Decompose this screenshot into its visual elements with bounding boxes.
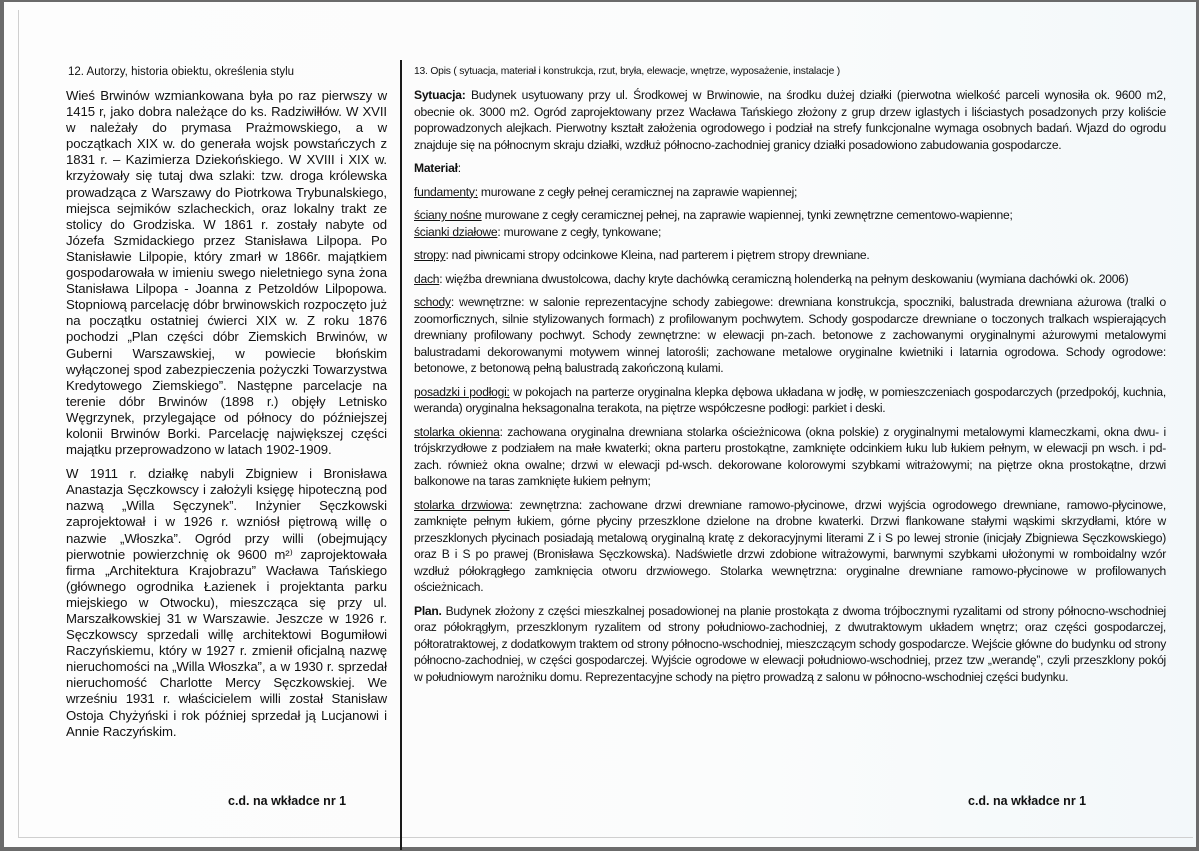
material-sciany: ściany nośne murowane z cegły ceramicznej pełnej, na zaprawie wapiennej, tynki zewnętrzne cementowo-wapienne; ścianki działowe: murowane z cegły, tynkowane; (414, 208, 1013, 239)
material-term: ściany nośne (414, 208, 482, 222)
material-term: stropy (414, 248, 446, 262)
continuation-note-left: c.d. na wkładce nr 1 (228, 794, 347, 808)
material-term: schody (414, 295, 451, 309)
material-dach: dach: więźba drewniana dwustolcowa, dachy kryte dachówką ceramiczną holenderką na pełnym deskowaniu (wymiana dachówki ok. 2006) (414, 271, 1129, 286)
scanned-page (4, 2, 1196, 847)
history-paragraph: Wieś Brwinów wzmiankowana była po raz pierwszy w 1415 r, jako dobra należące do ks. Radziwiłłów. W XVII w należały do prymasa Prażmowskiego, a w początkach XIX w. do generała wojsk powstańczych z 1831 r. – Kazimierza Dziekońskiego. W XVIII i XIX w. krzyżowały się tutaj dwa szlaki: tzw. droga królewska prowadząca z Warszawy do Piotrkowa Trybunalskiego, miejsca sejmików szlacheckich, oraz lokalny trakt ze stolicy do Grodziska. W 1861 r. zostały nabyte od Józefa Szmidackiego przez Stanisława Lilpopa. Po Stanisławie Lilpopie, który zmarł w 1866r. majątkiem gospodarowała w imieniu swego nieletniego syna żona Stanisława Lilpopa - Joanna z Petzoldów Lilpopowa. Stopniową parcelację dóbr brwinowskich rozpoczęto już na początku ostatniej ćwierci XIX w. Z roku 1876 pochodzi „Plan części dóbr Ziemskich Brwinów, w Guberni Warszawskiej, w powiecie błońskim wyłączonej spod zabezpieczenia pożyczki Towarzystwa Kredytowego Ziemskiego”. Następne parcelacje na terenie dóbr Brwinów (1898 r.) objęły Letnisko Węgrzynek, przylegające od północy do późniejszej kolonii Brwinów Borki. Parcelację największej części majątku przeprowadzono w latach 1902-1909. (66, 88, 387, 458)
column-divider (400, 60, 402, 850)
material-term: stolarka drzwiowa (414, 497, 510, 512)
section-12-heading: 12. Autorzy, historia obiektu, określenia stylu (68, 66, 295, 78)
material-term: ścianki działowe (414, 224, 498, 239)
plan-label: Plan. (414, 603, 442, 618)
material-term: dach (414, 271, 440, 286)
material-term: stolarka okienna (414, 424, 500, 439)
material-stolarka-drzwiowa: stolarka drzwiowa: zewnętrzna: zachowane drzwi drewniane ramowo-płycinowe, drzwi wyjścia ogrodowego drewniane, ramowo-płycinowe, zamknięte pełnym łukiem, górne płyciny przeszklone dzielone na drobne kwaterki. Drzwi flankowane stałymi wąskimi skrzydłami, które w przeszklonych płycinach posiadają metalową oryginalną kratę z dekoracyjnymi literami Z i S po lewej stronie (inicjały Zbigniewa Sęczkowskiego) oraz B i S po prawej (Bronisława Sęczkowska). Nadświetle drzwi zdobione witrażowymi, barwnymi szybkami ułożonymi w romboidalny wzór wzdłuż półokrągłego zamknięcia otworu drzwiowego. Stolarka wewnętrzna: oryginalne drewniane ramowo-płycinowe w profilowanych ościeżnicach. (414, 497, 1166, 594)
material-stropy: stropy: nad piwnicami stropy odcinkowe Kleina, nad parterem i piętrem stropy drewniane. (414, 248, 870, 262)
material-heading: Materiał: (414, 161, 461, 175)
section-13-heading: 13. Opis ( sytuacja, materiał i konstrukcja, rzut, bryła, elewacje, wnętrze, wyposażenie, instalacje ) (414, 66, 840, 77)
continuation-note-right: c.d. na wkładce nr 1 (968, 794, 1087, 808)
plan-paragraph (414, 603, 1166, 686)
material-fundamenty: fundamenty: murowane z cegły pełnej ceramicznej na zaprawie wapiennej; (414, 184, 798, 199)
sytuacja-text: Budynek usytuowany przy ul. Środkowej w Brwinowie, na środku dużej działki (pierwotna wielkość parceli wynosiła ok. 9600 m2, obecnie ok. 3000 m2. Ogród zaprojektowany przez Wacława Tańskiego złożony z grup drzew iglastych i liściastych posadzonych przy koliście poprowadzonych alejkach. Pierwotny kształt założenia ogrodowego i podział na strefy funkcjonalne wymaga osobnych badań. Wjazd do ogrodu znajduje się na północnym skraju działki, wzdłuż północno-zachodniej granicy działki posadowiono zabudowania gospodarcze. (414, 88, 1166, 152)
description-column (414, 66, 1166, 692)
sytuacja-paragraph (414, 87, 1166, 153)
material-schody: schody: wewnętrzne: w salonie reprezentacyjne schody zabiegowe: drewniana konstrukcja, spoczniki, balustrada drewniana ażurowa (tralki o zoomorficznych, silnie stylizowanych formach) z profilowanym pochwytem. Schody gospodarcze drewniane o toczonych tralkach wspierających drewniany profilowany pochwyt. Schody zewnętrzne: w elewacji pn-zach. betonowe z zachowanymi oryginalnymi ażurowymi metalowymi balustradami dekorowanymi motywem winnej latorośli; zachowane metalowe oryginalne kwietniki i latarnia ogrodowa. Schody ogrodowe: betonowe, z betonową pełną balustradą zakończoną kulami. (414, 295, 1166, 375)
material-term: fundamenty: (414, 184, 478, 199)
plan-text: Budynek złożony z części mieszkalnej posadowionej na planie prostokąta z dwoma trójbocznymi ryzalitami od strony północno-wschodniej oraz półokrągłym, przeszklonym ryzalitem od strony południowo-zachodniej, z dwutraktowym układem wnętrz; oraz części gospodarczej, półtoratraktowej, z dodatkowym traktem od strony północno-wschodniej, mieszczącym schody gospodarcze. Wejście główne do budynku od strony północno-zachodniej, w części gospodarczej. Wyjście ogrodowe w elewacji południowo-wschodniej, przez tzw „werandę”, czyli przeszklony pokój w południowym narożniku domu. Reprezentacyjne schody na piętro prowadzą z salonu w północno-wschodniej części budynku. (414, 603, 1166, 684)
history-column (66, 66, 387, 748)
sytuacja-label: Sytuacja: (414, 88, 466, 102)
history-paragraph: W 1911 r. działkę nabyli Zbigniew i Bronisława Anastazja Sęczkowscy i założyli księgę hipoteczną pod nazwą „Willa Sęczynek”. Inżynier Sęczkowski zaprojektował i w 1926 r. wzniósł piętrową willę o nazwie „Włoszka”. Ogród przy willi (obejmujący pierwotnie powierzchnię ok 9600 m²⁾ zaprojektowała firma „Architektura Krajobrazu” Wacława Tańskiego (głównego ogrodnika Łazienek i projektanta parku miejskiego w Otwocku), mieszcząca się przy ul. Marszałkowskiej 31 w Warszawie. Jeszcze w 1926 r. Sęczkowscy sprzedali willę architektowi Bogumiłowi Raczyńskiemu, który w 1927 r. zmienił oficjalną nazwę nieruchomości na „Willa Włoszka”, a w 1930 r. sprzedał nieruchomość Charlotte Mercy Sęczkowskiej. We wrześniu 1931 r. właścicielem willi został Stanisław Ostoja Chyżyński i rok później sprzedał ją Lucjanowi i Annie Raczyńskim. (66, 466, 387, 739)
material-term: posadzki i podłogi: (414, 384, 510, 399)
material-posadzki: posadzki i podłogi: w pokojach na parterze oryginalna klepka dębowa układana w jodłę, w pomieszczeniach gospodarczych (przedpokój, kuchnia, weranda) oryginalna heksagonalna terakota, na piętrze współczesne podłogi: parkiet i deski. (414, 384, 1166, 415)
material-stolarka-okienna: stolarka okienna: zachowana oryginalna drewniana stolarka ościeżnicowa (okna polskie) z oryginalnymi metalowymi klameczkami, okna dwu- i trójskrzydłowe z podziałem na małe kwaterki; okna parteru prostokątne, zamknięte odcinkiem łuku lub łukiem pełnym, w elewacji pn wsch. i pd-zach. również okna owalne; drzwi w elewacji pd-wsch. dekorowane kolorowymi szybkami witrażowymi; na piętrze okna prostokątne, drzwi balkonowe na taras zamknięte łukiem pełnym; (414, 424, 1166, 488)
